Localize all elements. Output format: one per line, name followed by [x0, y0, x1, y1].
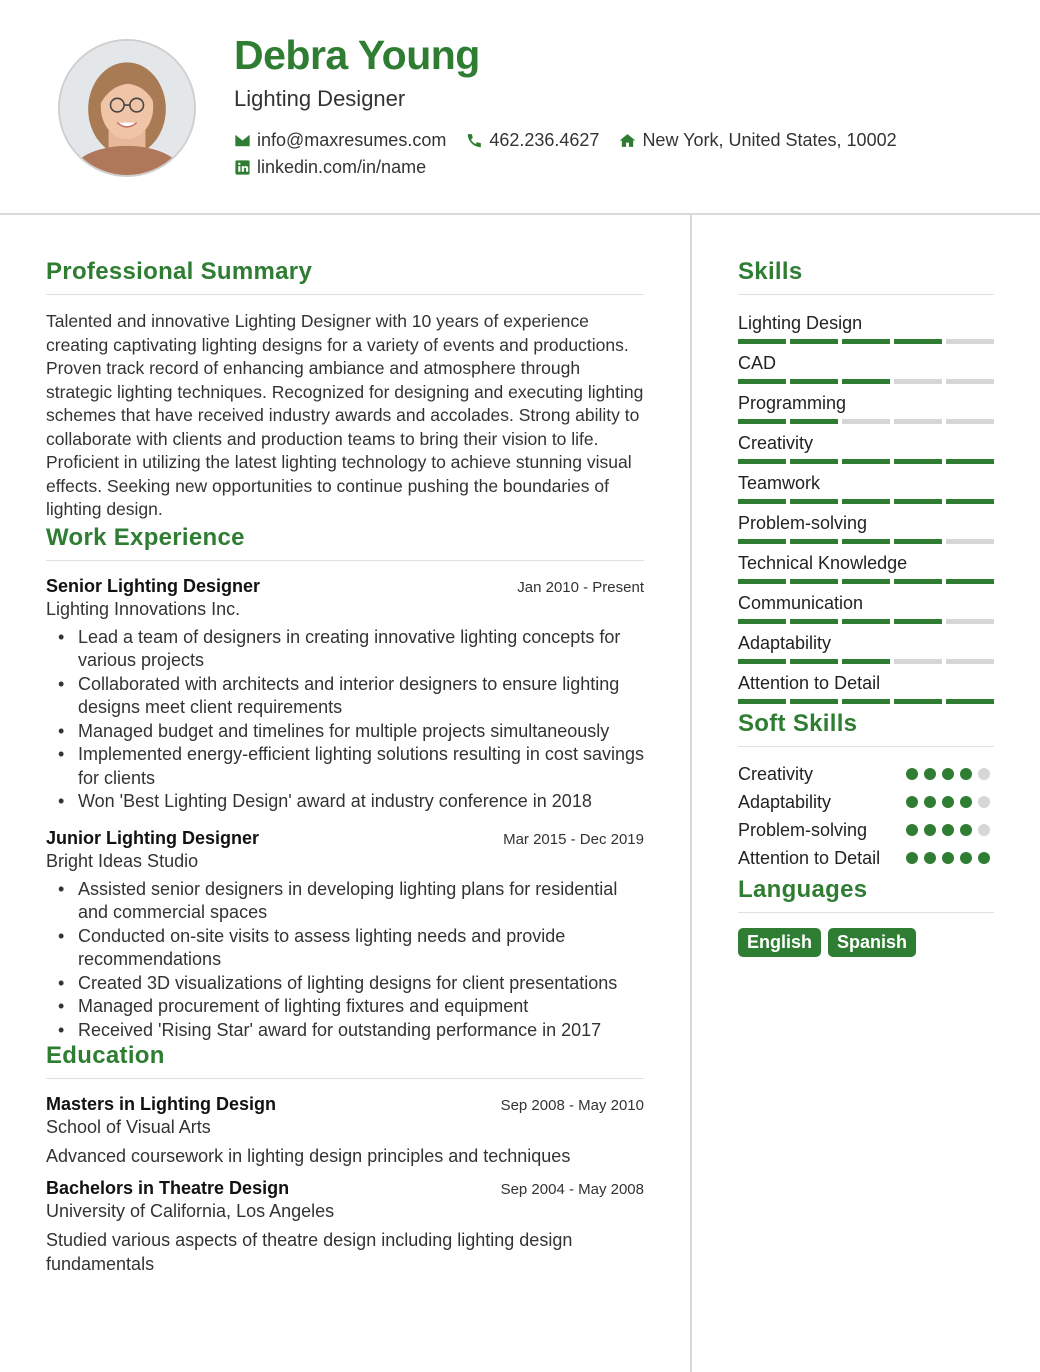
skill-item	[738, 590, 994, 624]
skill-item	[738, 630, 994, 664]
rating-dot	[906, 796, 918, 808]
skill-item	[738, 390, 994, 424]
job-bullet: • Created 3D visualizations of lighting designs for client presentations	[78, 972, 644, 996]
avatar	[58, 39, 196, 177]
experience-heading: Work Experience	[46, 524, 644, 561]
education-description: Advanced coursework in lighting design principles and techniques	[46, 1146, 571, 1166]
soft-skill-name: Problem-solving	[738, 820, 868, 840]
skill-rating-segment	[738, 379, 786, 384]
skill-rating-segment	[894, 539, 942, 544]
skill-rating-segment	[790, 459, 838, 464]
skill-name: Creativity	[738, 433, 814, 453]
skill-name: CAD	[738, 353, 777, 373]
skill-name: Communication	[738, 593, 864, 613]
soft-skill-rating	[906, 762, 994, 780]
skill-item	[738, 670, 994, 704]
skill-rating-segment	[738, 459, 786, 464]
skill-rating-segment	[842, 579, 890, 584]
contact-phone[interactable]	[466, 130, 599, 151]
skill-rating-segment	[842, 659, 890, 664]
skill-rating-segment	[946, 699, 994, 704]
skill-item	[738, 470, 994, 504]
skill-rating-segment	[894, 619, 942, 624]
job-header	[46, 576, 644, 597]
skill-rating-segment	[894, 699, 942, 704]
rating-dot	[942, 852, 954, 864]
skill-rating-segment	[738, 499, 786, 504]
language-badge: English	[738, 928, 821, 957]
summary-heading: Professional Summary	[46, 258, 644, 295]
education-date: Sep 2004 - May 2008	[500, 1181, 644, 1198]
job-company: Bright Ideas Studio	[46, 850, 199, 871]
skill-rating-segment	[738, 659, 786, 664]
job-company: Lighting Innovations Inc.	[46, 598, 241, 619]
skill-item	[738, 430, 994, 464]
rating-dot	[924, 852, 936, 864]
skill-rating-segment	[894, 579, 942, 584]
skill-rating-segment	[946, 619, 994, 624]
skill-name: Adaptability	[738, 633, 832, 653]
contact-row	[234, 130, 917, 151]
job-bullet: • Managed procurement of lighting fixtures and equipment	[78, 995, 644, 1019]
contact-row-2	[234, 157, 446, 178]
education-header	[46, 1178, 644, 1199]
skill-rating-segment	[842, 699, 890, 704]
skills-heading: Skills	[738, 258, 994, 295]
resume-header	[0, 0, 1040, 215]
soft-skill-rating	[906, 818, 994, 836]
job-bullet: • Conducted on-site visits to assess lighting needs and provide recommendations	[78, 925, 644, 972]
side-column	[738, 258, 994, 957]
skill-rating-segment	[946, 379, 994, 384]
soft-skills-heading: Soft Skills	[738, 710, 994, 747]
skill-rating-segment	[790, 699, 838, 704]
skill-rating-segment	[894, 419, 942, 424]
contact-location	[619, 130, 896, 151]
skill-name: Attention to Detail	[738, 673, 881, 693]
skill-rating-segment	[946, 499, 994, 504]
profile-photo	[60, 41, 194, 175]
skill-rating-segment	[946, 339, 994, 344]
skill-rating-segment	[790, 419, 838, 424]
home-icon	[619, 132, 636, 149]
skill-rating-segment	[790, 619, 838, 624]
skill-name: Technical Knowledge	[738, 553, 908, 573]
skill-rating-segment	[946, 459, 994, 464]
job-bullet: • Won 'Best Lighting Design' award at industry conference in 2018	[78, 790, 644, 814]
school-name: University of California, Los Angeles	[46, 1201, 335, 1221]
skill-rating-bar	[738, 339, 994, 344]
email-text: info@maxresumes.com	[257, 130, 447, 150]
education-description: Studied various aspects of theatre design including lighting design fundamentals	[46, 1230, 573, 1274]
rating-dot	[978, 824, 990, 836]
skill-rating-segment	[790, 579, 838, 584]
skill-name: Teamwork	[738, 473, 821, 493]
skill-name: Lighting Design	[738, 313, 863, 333]
soft-skill-rating	[906, 846, 994, 864]
skill-rating-segment	[790, 659, 838, 664]
soft-skill-name: Adaptability	[738, 792, 832, 812]
skill-rating-segment	[738, 579, 786, 584]
skill-item	[738, 310, 994, 344]
skill-item	[738, 510, 994, 544]
skill-rating-segment	[842, 619, 890, 624]
rating-dot	[942, 768, 954, 780]
soft-skill-name: Attention to Detail	[738, 848, 881, 868]
job-header	[46, 828, 644, 849]
rating-dot	[960, 796, 972, 808]
linkedin-text: linkedin.com/in/name	[257, 157, 427, 177]
job-bullets	[46, 626, 644, 814]
skill-rating-segment	[790, 539, 838, 544]
job-bullet: • Lead a team of designers in creating innovative lighting concepts for various projects	[78, 626, 644, 673]
skill-rating-bar	[738, 419, 994, 424]
education-heading: Education	[46, 1042, 644, 1079]
skill-rating-segment	[790, 339, 838, 344]
phone-text: 462.236.4627	[489, 130, 600, 150]
skill-rating-bar	[738, 539, 994, 544]
linkedin-icon	[234, 159, 251, 176]
skill-rating-segment	[790, 379, 838, 384]
job-date: Jan 2010 - Present	[517, 578, 644, 596]
skill-rating-segment	[894, 659, 942, 664]
education-entry	[46, 1178, 644, 1276]
rating-dot	[978, 852, 990, 864]
job-bullet: • Received 'Rising Star' award for outstanding performance in 2017	[78, 1019, 644, 1043]
skill-rating-segment	[842, 459, 890, 464]
skill-rating-segment	[790, 499, 838, 504]
rating-dot	[942, 824, 954, 836]
rating-dot	[906, 852, 918, 864]
rating-dot	[978, 796, 990, 808]
skill-rating-segment	[842, 339, 890, 344]
skill-rating-segment	[842, 539, 890, 544]
skill-name: Problem-solving	[738, 513, 868, 533]
job-entry	[46, 576, 644, 814]
skill-item	[738, 350, 994, 384]
skill-rating-segment	[738, 619, 786, 624]
language-badge: Spanish	[828, 928, 916, 957]
phone-icon	[466, 132, 483, 149]
skill-item	[738, 550, 994, 584]
degree-title: Bachelors in Theatre Design	[46, 1178, 290, 1198]
skill-rating-bar	[738, 699, 994, 704]
education-header	[46, 1094, 644, 1115]
skill-rating-segment	[738, 419, 786, 424]
education-list	[46, 1094, 644, 1276]
location-text: New York, United States, 10002	[642, 130, 897, 150]
skill-rating-segment	[946, 419, 994, 424]
job-bullets	[46, 878, 644, 1043]
skill-rating-segment	[946, 539, 994, 544]
skill-rating-segment	[738, 699, 786, 704]
skills-list	[738, 310, 994, 704]
column-divider	[690, 215, 692, 1372]
rating-dot	[924, 824, 936, 836]
envelope-icon	[234, 132, 251, 149]
rating-dot	[924, 768, 936, 780]
contact-email[interactable]	[234, 130, 446, 151]
soft-skill-name: Creativity	[738, 764, 814, 784]
rating-dot	[906, 768, 918, 780]
skill-rating-bar	[738, 579, 994, 584]
soft-skill-rating	[906, 790, 994, 808]
rating-dot	[978, 768, 990, 780]
degree-title: Masters in Lighting Design	[46, 1094, 277, 1114]
job-bullet: • Collaborated with architects and interior designers to ensure lighting designs meet client requirements	[78, 673, 644, 720]
job-bullet: • Assisted senior designers in developing lighting plans for residential and commercial spaces	[78, 878, 644, 925]
soft-skill-item	[738, 818, 994, 842]
skill-rating-segment	[894, 339, 942, 344]
job-title: Junior Lighting Designer	[46, 827, 260, 848]
job-bullet: • Implemented energy-efficient lighting solutions resulting in cost savings for clients	[78, 743, 644, 790]
languages-heading: Languages	[738, 876, 994, 913]
rating-dot	[924, 796, 936, 808]
job-entry	[46, 828, 644, 1043]
skill-rating-bar	[738, 499, 994, 504]
candidate-title: Lighting Designer	[234, 86, 406, 111]
rating-dot	[960, 824, 972, 836]
skill-rating-bar	[738, 459, 994, 464]
skill-rating-segment	[946, 579, 994, 584]
contact-linkedin[interactable]	[234, 157, 426, 178]
soft-skill-item	[738, 846, 994, 870]
education-date: Sep 2008 - May 2010	[500, 1097, 644, 1114]
summary-text: Talented and innovative Lighting Designer with 10 years of experience creating captivating lighting designs for a variety of events and productions. Proven track record of enhancing ambiance and atmosphere through strategic lighting techniques. Recognized for designing and executing lighting schemes that have received industry awards and accolades. Strong ability to collaborate with clients and production teams to bring their vision to life. Proficient in utilizing the latest lighting technology to achieve stunning visual effects. Seeking new opportunities to continue pushing the boundaries of lighting design.	[46, 311, 644, 519]
rating-dot	[906, 824, 918, 836]
experience-list	[46, 576, 644, 1043]
main-column	[46, 258, 644, 1286]
education-entry	[46, 1094, 644, 1168]
languages-list	[738, 928, 994, 957]
skill-rating-segment	[842, 419, 890, 424]
skill-rating-segment	[946, 659, 994, 664]
job-bullet: • Managed budget and timelines for multiple projects simultaneously	[78, 720, 644, 744]
job-title: Senior Lighting Designer	[46, 575, 261, 596]
rating-dot	[960, 852, 972, 864]
skill-rating-bar	[738, 379, 994, 384]
skill-rating-segment	[738, 339, 786, 344]
skill-rating-segment	[894, 499, 942, 504]
skill-rating-segment	[842, 499, 890, 504]
skill-rating-segment	[738, 539, 786, 544]
job-date: Mar 2015 - Dec 2019	[503, 830, 644, 848]
skill-name: Programming	[738, 393, 847, 413]
candidate-name: Debra Young	[234, 32, 480, 78]
skill-rating-segment	[894, 379, 942, 384]
rating-dot	[942, 796, 954, 808]
skill-rating-bar	[738, 619, 994, 624]
soft-skill-item	[738, 790, 994, 814]
rating-dot	[960, 768, 972, 780]
soft-skills-list	[738, 762, 994, 870]
school-name: School of Visual Arts	[46, 1117, 211, 1137]
skill-rating-segment	[842, 379, 890, 384]
soft-skill-item	[738, 762, 994, 786]
skill-rating-bar	[738, 659, 994, 664]
skill-rating-segment	[894, 459, 942, 464]
